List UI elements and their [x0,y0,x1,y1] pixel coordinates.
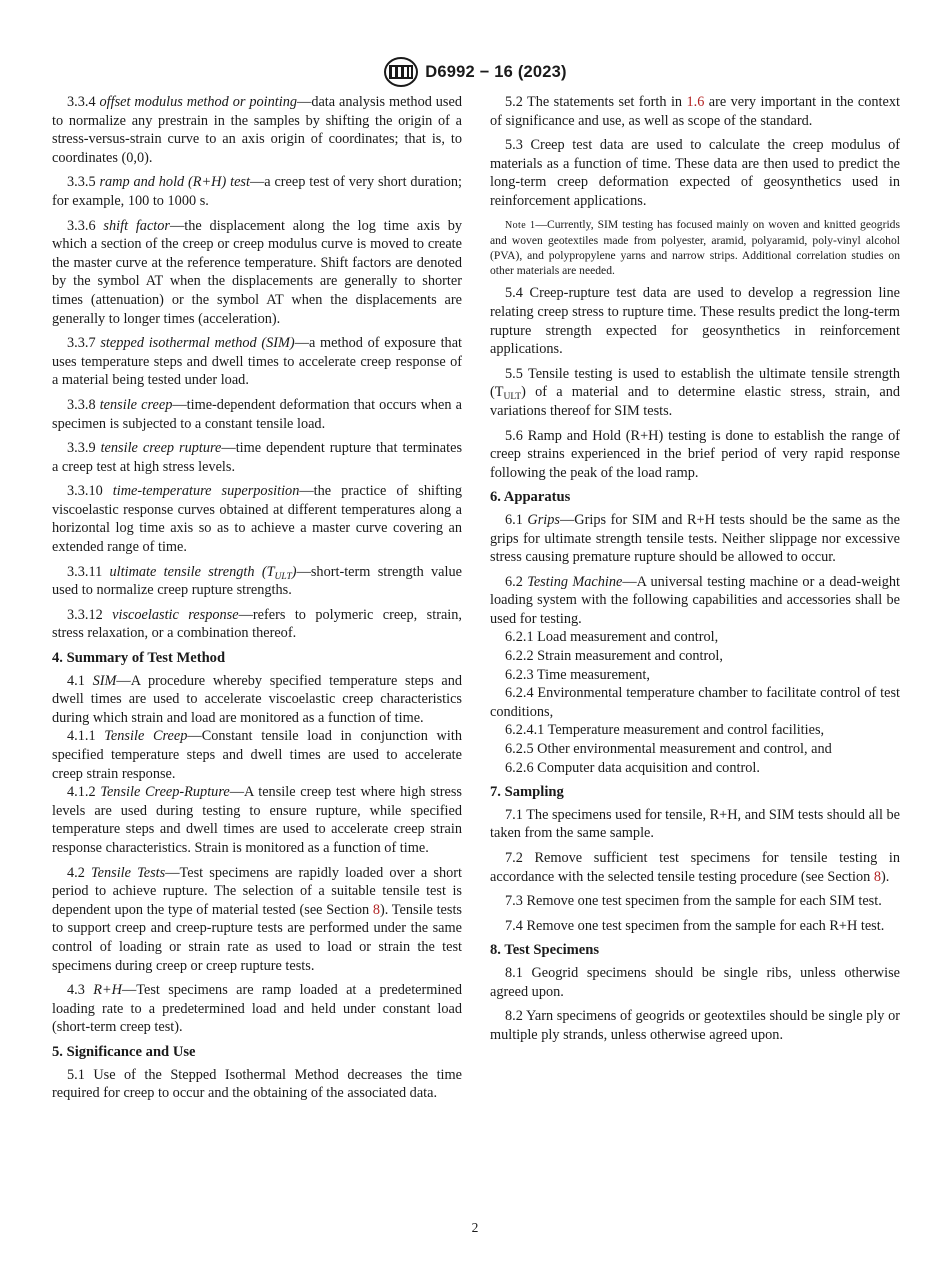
paragraph-5-3: 5.3 Creep test data are used to calculate the creep modulus of materials as a function of time. These data are then used to predict the long-term creep deformation expected of geosynthetics used in reinforcement applications. [490,137,900,209]
paragraph-5-2: 5.2 The statements set forth in 1.6 are very important in the context of significance and use, as well as scope of the standard. [490,94,900,129]
standard-designation: D6992 − 16 (2023) [425,62,567,81]
paragraph-6-2-4: 6.2.4 Environmental temperature chamber to facilitate control of test conditions, [490,685,900,720]
section-5-heading: 5. Significance and Use [52,1043,196,1060]
paragraph-5-1: 5.1 Use of the Stepped Isothermal Method decreases the time required for creep to occur and the obtaining of the associated data. [52,1066,462,1102]
definition-3-3-5: 3.3.5 ramp and hold (R+H) test—a creep test of very short duration; for example, 100 to 1000 s. [52,174,462,209]
section-8-heading: 8. Test Specimens [490,942,600,959]
paragraph-6-2-5: 6.2.5 Other environmental measurement and control, and [505,741,832,758]
paragraph-4-1-1: 4.1.1 Tensile Creep—Constant tensile load in conjunction with specified temperature steps and dwell times are used to accelerate creep strain response. [52,728,462,782]
section-6-heading: 6. Apparatus [490,489,571,506]
paragraph-5-5: 5.5 Tensile testing is used to establish the ultimate tensile strength $(T_{ULT})$ of a material and to determine elastic stress, strain, and variations thereof for SIM tests. [490,365,900,419]
section-4-heading: 4. Summary of Test Method [52,650,226,667]
paragraph-6-1: 6.1 Grips—Grips for SIM and R+H tests should be the same as the grips for ultimate strength tensile tests. Neither slippage nor excessive stress causing premature rupture should be allowed to occur. [490,511,900,566]
definition-3-3-12: 3.3.12 viscoelastic response—refers to polymeric creep, strain, stress relaxation, or a combination thereof. [52,606,462,642]
paragraph-5-6: 5.6 Ramp and Hold (R+H) testing is done to establish the range of creep strains experienced in the brief period of very rapid response following the peak of the load ramp. [490,427,900,481]
paragraph-4-2: 4.2 Tensile Tests—Test specimens are rapidly loaded over a short period to achieve rupture. The selection of a suitable tensile test is dependent upon the type of material tested (see Section 8). Tensile tests to support creep and creep-rupture tests are performed under the same control of loading or strain rate as used to load or strain the test specimens during creep or creep rupture tests. [52,864,462,974]
paragraph-6-2-6: 6.2.6 Computer data acquisition and control. [505,759,760,776]
section-1-6-link[interactable]: 1.6 [686,94,705,110]
section-7-heading: 7. Sampling [490,784,564,801]
right-column [490,93,900,1050]
page-header [0,56,950,93]
paragraph-6-2-4-1: 6.2.4.1 Temperature measurement and control facilities, [505,722,825,739]
paragraph-7-3: 7.3 Remove one test specimen from the sample for each SIM test. [505,893,882,910]
definition-3-3-4: 3.3.4 offset modulus method or pointing—data analysis method used to normalize any prestrain in the samples by shifting the origin of a stress-versus-strain curve to an axis origin of coordinates; that is, to coordinates (0,0). [52,94,462,166]
section-8-link[interactable]: 8 [873,868,882,885]
paragraph-6-2: 6.2 Testing Machine—A universal testing machine or a dead-weight loading system with the following capabilities and accessories shall be used for testing. [490,573,900,627]
definition-3-3-11: 3.3.11 ultimate tensile strength $(T_{ULT})—short$-term strength value used to normalize creep rupture strengths. [52,563,462,599]
paragraph-8-2: 8.2 Yarn specimens of geogrids or geotextiles should be single ply or multiple ply strands, unless otherwise agreed upon. [490,1008,900,1043]
section-8-link[interactable]: 8 [372,901,380,918]
paragraph-7-4: 7.4 Remove one test specimen from the sample for each R+H test. [505,917,885,934]
paragraph-7-2: 7.2 Remove sufficient test specimens for tensile testing in accordance with the selected tensile testing procedure (see Section 8). [490,850,900,885]
definition-3-3-8: 3.3.8 tensile creep—time-dependent deformation that occurs when a specimen is subjected to a constant tensile load. [52,396,462,432]
definition-3-3-10: 3.3.10 time-temperature superposition—the practice of shifting viscoelastic response curves obtained at different temperatures along a horizontal log time axis so as to achieve a master curve covering an extended range of time. [52,483,462,556]
paragraph-4-1: 4.1 SIM—A procedure whereby specified temperature steps and dwell times are used to accelerate viscoelastic creep characteristics during which strain and load are monitored as a function of time. [52,672,462,726]
paragraph-8-1: 8.1 Geogrid specimens should be single ribs, unless otherwise agreed upon. [490,964,900,1000]
left-column [52,93,462,1109]
paragraph-5-4: 5.4 Creep-rupture test data are used to develop a regression line relating creep stress to rupture time. These results predict the long-term rupture strength expected for geosynthetics in reinforcement applications. [490,285,900,358]
paragraph-6-2-2: 6.2.2 Strain measurement and control, [505,648,723,665]
paragraph-6-2-1: 6.2.1 Load measurement and control, [505,629,719,646]
astm-logo-icon [383,56,419,88]
definition-3-3-6: 3.3.6 shift factor—the displacement along the log time axis by which a section of the creep or creep modulus curve is moved to create the master curve at the reference temperature. Shift factors are denoted by the symbol AT when the displacements are generally to shorter times (attenuation) or the symbol AT when the displacements are generally to longer times (acceleration). [52,217,462,327]
paragraph-6-2-3: 6.2.3 Time measurement, [505,666,650,683]
paragraph-7-1: 7.1 The specimens used for tensile, R+H, and SIM tests should all be taken from the same sample. [490,806,900,842]
definition-3-3-7: 3.3.7 stepped isothermal method (SIM)—a method of exposure that uses temperature steps and dwell times to accelerate creep response of a material being tested under load. [52,335,463,389]
paragraph-4-3: 4.3 R+H—Test specimens are ramp loaded at a predetermined loading rate to a predetermined load and held under constant load (short-term creep test). [52,982,463,1036]
note-1: Note 1—Currently, SIM testing has focused mainly on woven and knitted geogrids and woven geotextiles made from polyester, aramid, polyaramid, poly-vinyl alcohol (PVA), and polypropylene yarns and narrow strips. Additional correlation studies on other materials are needed. [490,217,900,278]
page-number: 2 [471,1220,479,1235]
paragraph-4-1-2: 4.1.2 Tensile Creep-Rupture—A tensile creep test where high stress levels are used during testing to ensure rupture, while specified temperature steps and dwell times are used to accelerate creep strain response characteristics. Strain is monitored as a function of time. [52,784,462,856]
definition-3-3-9: 3.3.9 tensile creep rupture—time dependent rupture that terminates a creep test at high stress levels. [52,440,463,475]
